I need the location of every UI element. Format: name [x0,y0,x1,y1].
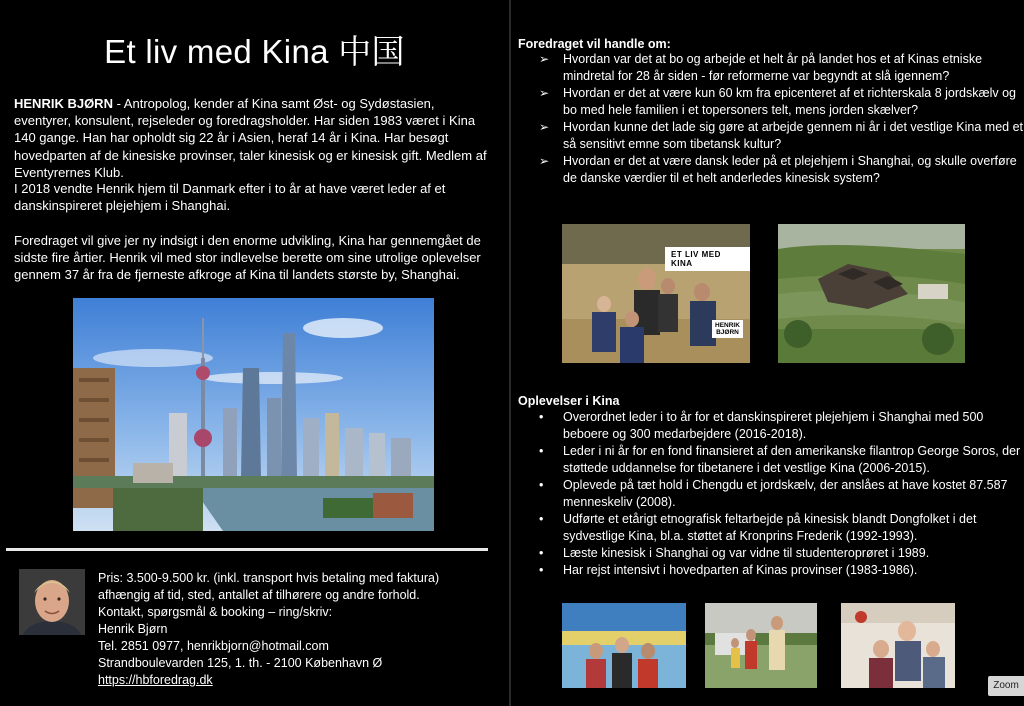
outdoor-family-photo [705,603,817,688]
list-item: ➢ Hvordan var det at bo og arbejde et helt år på landet hos et af Kinas etniske mindretal for 28 år siden - før reformerne var begyndt at slå igennem? [539,52,983,83]
list-item: • Leder i ni år for en fond finansieret af den amerikanske filantrop George Soros, der støttede uddannelse for tibetanere i det vestlige Kina (2006-2015). [539,444,1021,475]
photo-caption-name: HENRIK BJØRN [712,320,743,338]
list-item: • Oplevede på tæt hold i Chengdu et jordskælv, der anslåes at have kostet 87.587 menneskeliv (2008). [539,478,1008,509]
price-conditions-line: afhængig af tid, sted, antallet af tilhørere og andre forhold. [98,588,420,602]
list-item: • Har rejst intensivt i hovedparten af Kinas provinser (1983-1986). [539,563,918,577]
arrow-bullet-icon: ➢ [539,120,550,134]
lecture-paragraph: Foredraget vil give jer ny indsigt i den enorme udvikling, Kina har gennemgået de sidste fire årtier. Henrik vil med stor indlevelse berette om sine utrolige oplevelser gennem 37 år fra de fjerneste afkroge af Kina til landets største by, Shanghai. [14,233,481,283]
bullet-icon: • [539,410,544,424]
bullet-icon: • [539,563,544,577]
bullet-icon: • [539,512,544,526]
experiences-heading: Oplevelser i Kina [518,394,620,408]
arrow-bullet-icon: ➢ [539,154,550,168]
left-page [0,0,509,706]
portrait-photo [19,569,85,635]
phone-email-line: Tel. 2851 0977, henrikbjorn@hotmail.com [98,639,329,653]
right-page [511,0,1024,706]
list-item: ➢ Hvordan er det at være kun 60 km fra epicenteret af et richterskala 8 jordskælv og bo med hele familien i et topersoners telt, mens jorden skælver? [539,86,1016,117]
family-photo [562,224,750,363]
bio-paragraph [14,95,494,181]
photo-caption-title: ET LIV MED KINA [665,247,750,271]
contact-name-line: Henrik Bjørn [98,622,168,636]
zoom-button[interactable]: Zoom [988,676,1024,696]
contact-block [98,570,439,689]
return-paragraph: I 2018 vendte Henrik hjem til Danmark efter i to år at have været leder af et danskinspireret plejehjem i Shanghai. [14,181,446,214]
list-item: ➢ Hvordan er det at være dansk leder på et plejehjem i Shanghai, og skulle overføre de danske værdier til et helt anderledes kinesisk system? [539,154,1017,185]
list-item: • Overordnet leder i to år for et danskinspireret plejehjem i Shanghai med 500 beboere og 300 medarbejdere (2016-2018). [539,410,984,441]
nursing-home-photo [841,603,955,688]
bullet-icon: • [539,478,544,492]
list-item: ➢ Hvordan kunne det lade sig gøre at arbejde gennem ni år i det vestlige Kina med et så sensitivt emne som tibetansk kultur? [539,120,1023,151]
group-photo-banner [562,603,686,688]
bullet-icon: • [539,546,544,560]
shanghai-skyline-photo [73,298,434,531]
section-divider-line [6,548,488,551]
bullet-icon: • [539,444,544,458]
website-link[interactable]: https://hbforedrag.dk [98,673,213,687]
list-item: • Læste kinesisk i Shanghai og var vidne til studenteroprøret i 1989. [539,546,930,560]
village-photo [778,224,965,363]
contact-prompt-line: Kontakt, spørgsmål & booking – ring/skriv: [98,605,333,619]
topics-list [535,51,1024,187]
topics-heading: Foredraget vil handle om: [518,37,671,51]
arrow-bullet-icon: ➢ [539,86,550,100]
bio-name: HENRIK BJØRN [14,96,113,111]
bio-text: - Antropolog, kender af Kina samt Øst- og Sydøstasien, eventyrer, konsulent, rejseleder og foredragsholder. Har siden 1983 været i Kina 140 gange. Han har opholdt sig 22 år i Asien, heraf 14 år i Kina. Har besøgt hovedparten af de kinesiske provinser, taler kinesisk og er kinesisk gift. Medlem af Eventyrernes Klub. [14,96,487,180]
page-title: Et liv med Kina 中国 [104,33,405,70]
experiences-list [535,409,1024,579]
price-line: Pris: 3.500-9.500 kr. (inkl. transport hvis betaling med faktura) [98,571,440,585]
address-line: Strandboulevarden 125, 1. th. - 2100 København Ø [98,656,383,670]
list-item: • Udførte et etårigt etnografisk feltarbejde på kinesisk blandt Dongfolket i det sydvestlige Kina, bl.a. støttet af Kronprins Frederik (1992-1993). [539,512,977,543]
arrow-bullet-icon: ➢ [539,52,550,66]
